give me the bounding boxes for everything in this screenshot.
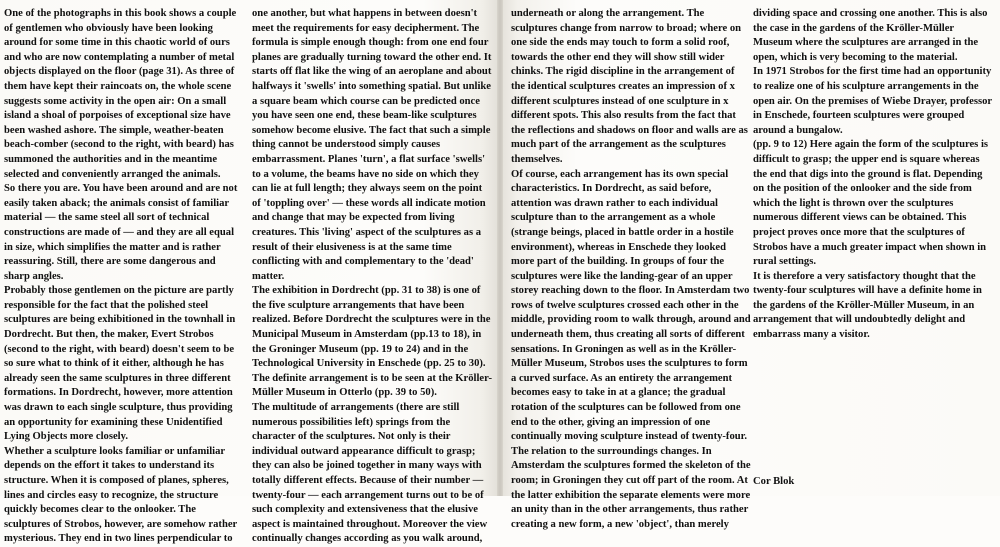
paragraph: The multitude of arrangements (there are still numerous possibilities left) springs from the character of the sculptures. Not only is their individual outward appearance difficult to grasp; they can also be joined together in many ways with totally different effects. Because of their number — twenty-four — each arrangement turns out to be of such complexity and extensiveness that the elusive aspect is maintained throughout. Moreover the view continually changes according as you walk around,	[252, 402, 488, 545]
paragraph: It is therefore a very satisfactory thought that the twenty-four sculptures will have a definite home in the gardens of the Kröller-Müller Museum, in an arrangement that will undoubtedly delight and embarrass many a visitor.	[753, 270, 982, 341]
paragraph: dividing space and crossing one another. This is also the case in the gardens of the Kröller-Müller Museum where the sculptures are arranged in the open, which is very becoming to the material.	[753, 8, 988, 63]
text-column-2	[252, 7, 492, 547]
paragraph: The exhibition in Dordrecht (pp. 31 to 38) is one of the five sculpture arrangements that have been realized. Before Dordrecht the sculptures were in the Municipal Museum in Amsterdam (pp.13 to 18), in the Groninger Museum (pp. 19 to 24) and in the Technological University in Enschede (pp. 25 to 30). The definite arrangement is to be seen at the Kröller-Müller Museum in Otterlo (pp. 39 to 50).	[252, 285, 492, 399]
paragraph: In 1971 Strobos for the first time had an opportunity to realize one of his sculpture arrangements in the open air. On the premises of Wiebe Drayer, professor in Enschede, fourteen sculptures were grouped around a bungalow.	[753, 66, 992, 136]
paragraph: (pp. 9 to 12) Here again the form of the sculptures is difficult to grasp; the upper end is square whereas the end that digs into the ground is flat. Depending on the position of the onlooker and the side from which the light is thrown over the sculptures numerous different views can be obtained. This project proves once more that the sculptures of Strobos have a much greater impact when shown in rural settings.	[753, 139, 989, 268]
paragraph: Of course, each arrangement has its own special characteristics. In Dordrecht, as said before, attention was drawn rather to each individual sculpture than to the arrangement as a whole (strange beings, placed in battle order in a hostile environment), whereas in Enschede they looked more part of the building. In groups of four the sculptures were like the landing-gear of an upper storey reaching down to the floor. In Amsterdam two rows of twelve sculptures crossed each other in the middle, providing room to walk through, around and underneath them, thus creating all sorts of different sensations. In Groningen as well as in the Kröller-Müller Museum, Strobos uses the sculptures to form a curved surface. As an entirety the arrangement becomes easy to take in at a glance; the gradual rotation of the sculptures can be followed from one end to the other, giving an impression of one continually moving sculpture instead of twenty-four. The relation to the surroundings changes. In Amsterdam the sculptures formed the skeleton of the room; in Groningen they cut off part of the room. At the latter exhibition the separate elements were more an unity than in the other arrangements, thus rather creating a new form, a new 'object', than merely	[511, 168, 751, 530]
text-column-1	[4, 7, 244, 547]
paragraph: one another, but what happens in between doesn't meet the requirements for easy decipherment. The formula is simple enough though: from one end four planes are gradually turning toward the other end. It starts off flat like the wing of an aeroplane and about halfways it 'swells' into something spatial. But unlike a square beam which course can be predicted once you have seen one end, these beam-like sculptures somehow become elusive. The fact that such a simple thing cannot be understood simply causes embarrassment. Planes 'turn', a flat surface 'swells' to a volume, the beams have no side on which they can lie at full length; they always seem on the point of 'toppling over' — these words all indicate motion and change that may be expected from living creatures. This 'living' aspect of the sculptures as a result of their elusiveness is at the same time conflicting with and complementary to the 'dead' matter.	[252, 8, 492, 282]
paragraph: Probably those gentlemen on the picture are partly responsible for the fact that the polished steel sculptures are being exhibitioned in the townhall in Dordrecht. But then, the maker, Evert Strobos (second to the right, with beard) doesn't seem to be so sure what to think of it either, although he has already seen the same sculptures in three different formations. In Dordrecht, however, more attention was drawn to each single sculpture, thus providing an opportunity for examining these Unidentified Lying Objects more closely.	[4, 285, 236, 443]
paragraph: Whether a sculpture looks familiar or unfamiliar depends on the effort it takes to understand its structure. When it is composed of planes, spheres, lines and circles easy to recognize, the structure quickly becomes clear to the onlooker. The sculptures of Strobos, however, are somehow rather mysterious. They end in two lines perpendicular to	[4, 445, 238, 545]
paragraph: So there you are. You have been around and are not easily taken aback; the animals consist of familiar material — the same steel all sort of technical constructions are made of — and they are all equal in size, which simplifies the matter and is rather reassuring. Still, there are some dangerous and sharp angles.	[4, 183, 238, 282]
text-column-4	[753, 7, 993, 343]
right-page	[503, 0, 1000, 530]
left-page	[0, 0, 497, 545]
text-column-3	[511, 7, 751, 532]
author-signature: Cor Blok	[753, 476, 795, 487]
paragraph: underneath or along the arrangement. The sculptures change from narrow to broad; where on one side the ends may touch to form a solid roof, towards the other end they will show still wider chinks. The rigid discipline in the arrangement of the identical sculptures creates an impression of x different sculptures instead of one sculpture in x different spots. This also results from the fact that the reflections and shadows on floor and walls are as much part of the arrangement as the sculptures themselves.	[511, 8, 748, 165]
paragraph: One of the photographs in this book shows a couple of gentlemen who obviously have been looking around for some time in this chaotic world of ours and who are now contemplating a number of metal objects displayed on the floor (page 31). As three of them have kept their raincoats on, the whole scene suggests some activity in the open air: On a small island a shoal of porpoises of exceptional size have been washed ashore. The simple, weather-beaten beach-comber (second to the right, with beard) has summoned the authorities and in the meantime selected and conveniently arranged the animals.	[4, 8, 237, 180]
